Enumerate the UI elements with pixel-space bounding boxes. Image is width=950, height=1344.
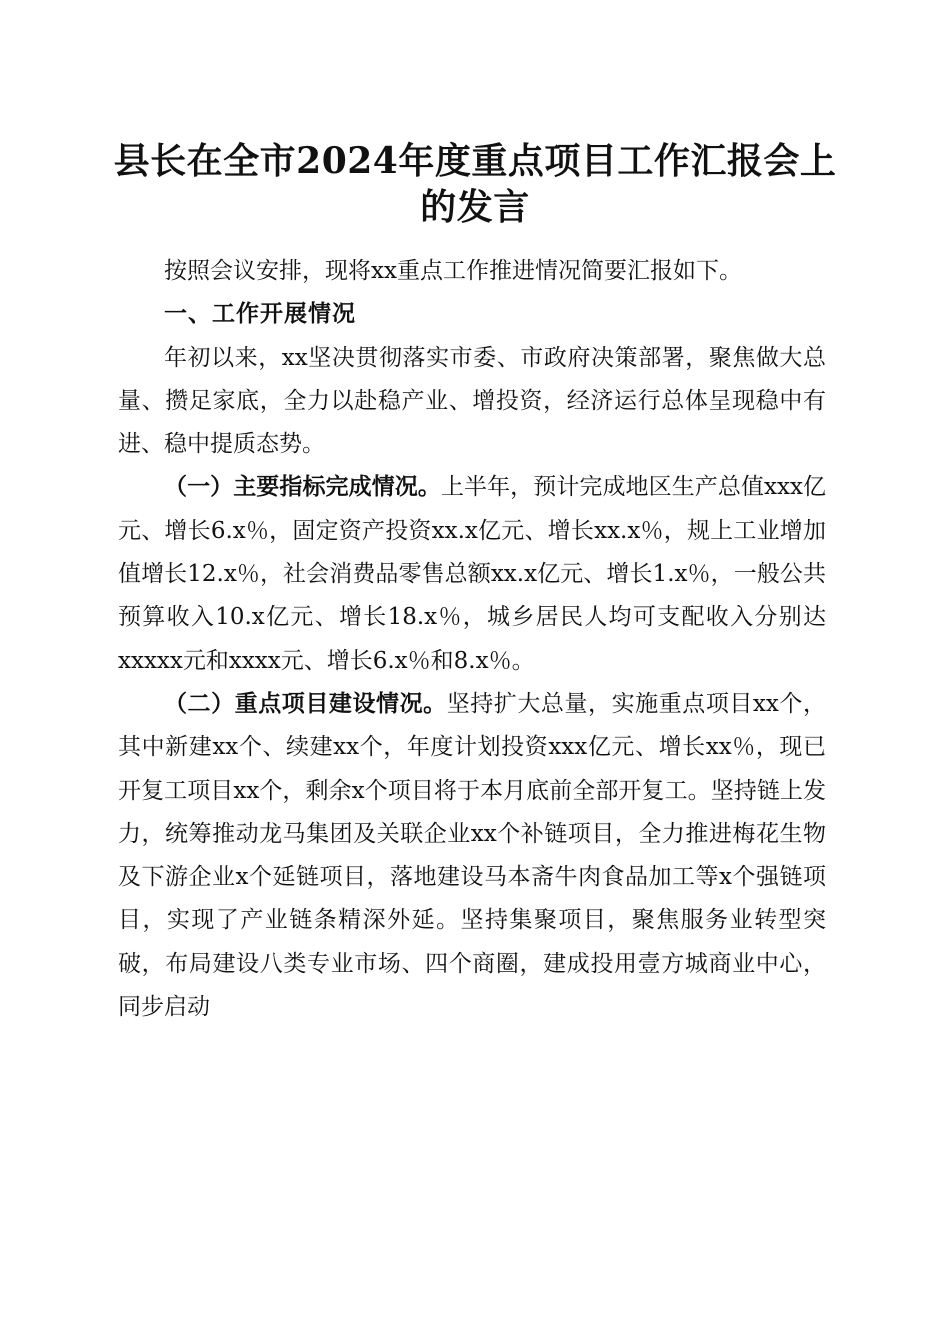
- intro-paragraph: 按照会议安排，现将xx重点工作推进情况简要汇报如下。: [164, 258, 742, 284]
- subsection-heading-key-projects: （二）重点项目建设情况。: [164, 690, 447, 717]
- subsection-main-indicators: [118, 466, 826, 682]
- document-body: [118, 250, 826, 1029]
- subsection-text-key-projects: 坚持扩大总量，实施重点项目xx个，其中新建xx个、续建xx个，年度计划投资xxx亿元、增长xx％，现已开复工项目xx个，剩余x个项目将于本月底前全部开复工。坚持链上发力，统筹推动龙马集团及关联企业xx个补链项目，全力推进梅花生物及下游企业x个延链项目，落地建设马本斋牛肉食品加工等x个强链项目，实现了产业链条精深外延。坚持集聚项目，聚焦服务业转型突破，布局建设八类专业市场、四个商圈，建成投用壹方城商业中心，同步启动: [118, 690, 826, 1021]
- subsection-key-projects: [118, 683, 826, 1029]
- subsection-heading-main-indicators: （一）主要指标完成情况。: [164, 474, 441, 501]
- document-title: 县长在全市2024年度重点项目工作汇报会上的发言: [113, 140, 837, 228]
- section-paragraph-overview: 年初以来，xx坚决贯彻落实市委、市政府决策部署，聚焦做大总量、攒足家底，全力以赴稳产业、增投资，经济运行总体呈现稳中有进、稳中提质态势。: [118, 344, 826, 458]
- subsection-text-main-indicators: 上半年，预计完成地区生产总值xxx亿元、增长6.x％，固定资产投资xx.x亿元、增长xx.x％，规上工业增加值增长12.x％，社会消费品零售总额xx.x亿元、增长1.x％，一般公共预算收入10.x亿元、增长18.x％，城乡居民人均可支配收入分别达xxxxx元和xxxx元、增长6.x％和8.x％。: [118, 474, 827, 674]
- section-heading-work-progress: 一、工作开展情况: [164, 301, 356, 328]
